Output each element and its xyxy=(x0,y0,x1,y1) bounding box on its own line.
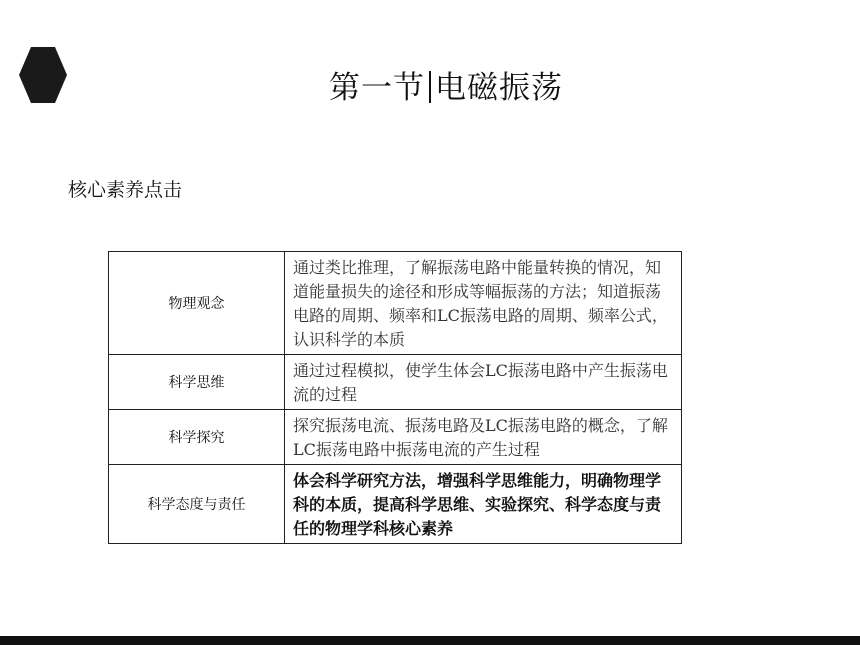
row-description: 探究振荡电流、振荡电路及LC振荡电路的概念，了解LC振荡电路中振荡电流的产生过程 xyxy=(285,410,682,465)
page-title xyxy=(0,62,860,107)
title-section: 第一节 xyxy=(329,70,425,106)
literacy-table xyxy=(108,251,682,544)
row-category: 科学思维 xyxy=(109,355,285,410)
row-description: 通过过程模拟，使学生体会LC振荡电路中产生振荡电流的过程 xyxy=(285,355,682,410)
row-description: 通过类比推理，了解振荡电路中能量转换的情况，知道能量损失的途径和形成等幅振荡的方法；知道振荡电路的周期、频率和LC振荡电路的周期、频率公式，认识科学的本质 xyxy=(285,252,682,355)
title-topic: 电磁振荡 xyxy=(435,70,563,106)
bottom-bar xyxy=(0,636,860,645)
row-category: 科学态度与责任 xyxy=(109,465,285,544)
row-category: 物理观念 xyxy=(109,252,285,355)
table-row xyxy=(109,355,682,410)
table-row xyxy=(109,410,682,465)
title-divider xyxy=(429,71,431,103)
table-row xyxy=(109,465,682,544)
section-heading: 核心素养点击 xyxy=(68,179,183,201)
row-category: 科学探究 xyxy=(109,410,285,465)
table-row xyxy=(109,252,682,355)
row-description: 体会科学研究方法，增强科学思维能力，明确物理学科的本质，提高科学思维、实验探究、科学态度与责任的物理学科核心素养 xyxy=(285,465,682,544)
